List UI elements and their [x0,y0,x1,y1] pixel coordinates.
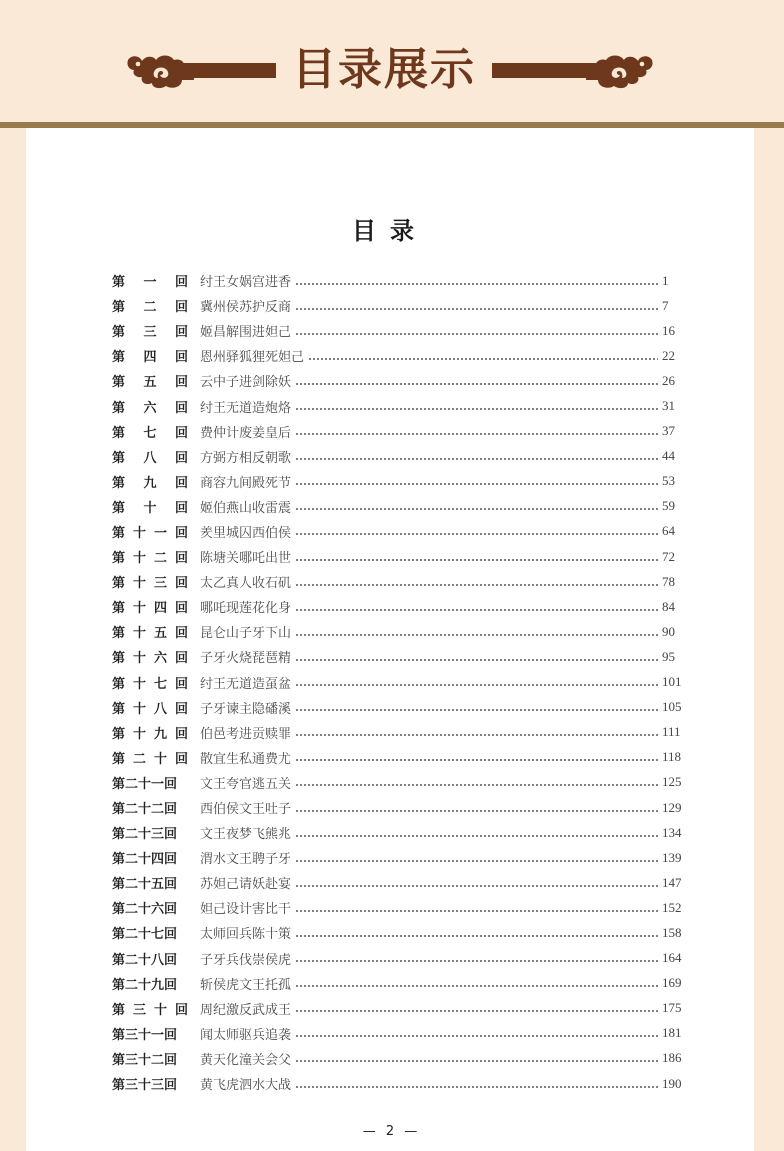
chapter-page-number: 1 [662,272,669,288]
toc-entry [112,770,692,795]
chapter-page-number: 181 [662,1025,682,1041]
toc-entry [112,343,692,368]
chapter-title: 陈塘关哪吒出世 [200,551,292,567]
toc-heading: 目录 [352,216,428,245]
dot-leader [295,810,658,812]
toc-entry [112,845,692,870]
toc-entry [112,519,692,544]
document-page [26,128,754,1151]
chapter-title: 文王夸官逃五关 [200,776,292,792]
toc-entry [112,419,692,444]
chapter-number: 第 二 十 回 [112,751,188,767]
chapter-number: 第二十四回 [112,852,178,868]
toc-entry [112,469,692,494]
auspicious-cloud-icon [586,50,656,90]
chapter-page-number: 129 [662,799,682,815]
toc-entry [112,920,692,945]
chapter-number: 第 二 回 [112,300,188,316]
toc-entry [112,795,692,820]
chapter-page-number: 190 [662,1075,682,1091]
chapter-title: 恩州驿狐狸死妲己 [200,350,305,366]
dot-leader [295,408,658,410]
chapter-number: 第 五 回 [112,375,188,391]
banner-bar-left [180,63,276,78]
dot-leader [295,659,658,661]
chapter-page-number: 152 [662,899,682,915]
dot-leader [295,985,658,987]
toc-entry [112,293,692,318]
dot-leader [295,835,658,837]
chapter-number: 第二十五回 [112,877,178,893]
chapter-page-number: 7 [662,297,669,313]
chapter-title: 渭水文王聘子牙 [200,852,292,868]
banner-title: 目录展示 [292,44,476,95]
toc-entry [112,393,692,418]
dot-leader [295,1010,658,1012]
chapter-page-number: 78 [662,573,675,589]
toc-entry [112,745,692,770]
chapter-page-number: 158 [662,924,682,940]
toc-entry [112,644,692,669]
chapter-title: 太师回兵陈十策 [200,927,292,943]
chapter-number: 第二十六回 [112,902,178,918]
dot-leader [295,885,658,887]
dot-leader [295,1035,658,1037]
chapter-number: 第 十 三 回 [112,576,188,592]
chapter-title: 纣王无道造炮烙 [200,400,292,416]
chapter-number: 第三十二回 [112,1052,178,1068]
chapter-page-number: 72 [662,548,675,564]
dot-leader [295,283,658,285]
dot-leader [295,634,658,636]
chapter-page-number: 169 [662,975,682,991]
dot-leader [295,433,658,435]
chapter-number: 第 四 回 [112,350,188,366]
chapter-title: 哪吒现莲花化身 [200,601,292,617]
chapter-number: 第 十 二 回 [112,551,188,567]
chapter-title: 苏妲己请妖赴宴 [200,877,292,893]
chapter-page-number: 64 [662,523,675,539]
chapter-title: 散宜生私通费尤 [200,751,292,767]
toc-entry [112,870,692,895]
chapter-number: 第 十 五 回 [112,626,188,642]
chapter-page-number: 59 [662,498,675,514]
chapter-title: 子牙兵伐崇侯虎 [200,952,292,968]
chapter-number: 第二十一回 [112,776,178,792]
chapter-title: 姬伯燕山收雷震 [200,500,292,516]
dot-leader [295,609,658,611]
chapter-number: 第 九 回 [112,475,188,491]
chapter-number: 第三十一回 [112,1027,178,1043]
chapter-number: 第 三 十 回 [112,1002,188,1018]
dot-leader [295,1086,658,1088]
dot-leader [295,734,658,736]
toc-list [112,268,692,1096]
chapter-page-number: 53 [662,473,675,489]
dot-leader [295,559,658,561]
toc-entry [112,695,692,720]
chapter-number: 第 六 回 [112,400,188,416]
chapter-title: 子牙谏主隐磻溪 [200,701,292,717]
chapter-page-number: 84 [662,598,675,614]
dot-leader [295,308,658,310]
chapter-number: 第 十 回 [112,500,188,516]
chapter-title: 费仲计废姜皇后 [200,425,292,441]
dot-leader [295,960,658,962]
toc-entry [112,820,692,845]
dot-leader [295,784,658,786]
toc-entry [112,670,692,695]
chapter-title: 子牙火烧琵琶精 [200,651,292,667]
toc-entry [112,619,692,644]
toc-entry [112,594,692,619]
chapter-page-number: 101 [662,674,682,690]
chapter-number: 第二十八回 [112,952,178,968]
dot-leader [295,759,658,761]
chapter-title: 云中子进剑除妖 [200,375,292,391]
chapter-page-number: 139 [662,849,682,865]
dot-leader [295,383,658,385]
toc-entry [112,895,692,920]
chapter-page-number: 105 [662,699,682,715]
toc-entry [112,971,692,996]
chapter-number: 第 十 一 回 [112,525,188,541]
chapter-title: 西伯侯文王吐子 [200,802,292,818]
chapter-number: 第二十二回 [112,802,178,818]
chapter-page-number: 31 [662,398,675,414]
toc-entry [112,444,692,469]
dot-leader [295,709,658,711]
toc-entry [112,544,692,569]
banner [0,0,784,122]
chapter-page-number: 26 [662,372,675,388]
chapter-page-number: 90 [662,623,675,639]
toc-entry [112,368,692,393]
toc-entry [112,1046,692,1071]
dot-leader [295,458,658,460]
dot-leader [308,358,658,360]
chapter-title: 伯邑考进贡赎罪 [200,726,292,742]
chapter-page-number: 111 [662,724,681,740]
chapter-title: 黄天化潼关会父 [200,1052,292,1068]
chapter-page-number: 164 [662,950,682,966]
chapter-page-number: 134 [662,824,682,840]
dot-leader [295,584,658,586]
chapter-number: 第 十 六 回 [112,651,188,667]
toc-entry [112,996,692,1021]
chapter-page-number: 95 [662,648,675,664]
dot-leader [295,1060,658,1062]
chapter-page-number: 22 [662,347,675,363]
chapter-number: 第 一 回 [112,275,188,291]
chapter-number: 第 八 回 [112,450,188,466]
chapter-number: 第 七 回 [112,425,188,441]
chapter-number: 第二十九回 [112,977,178,993]
chapter-number: 第二十七回 [112,927,178,943]
chapter-page-number: 186 [662,1050,682,1066]
chapter-title: 纣王女娲宫进香 [200,275,292,291]
dot-leader [295,333,658,335]
dot-leader [295,508,658,510]
chapter-number: 第 十 九 回 [112,726,188,742]
toc-entry [112,494,692,519]
chapter-title: 周纪激反武成王 [200,1002,292,1018]
chapter-title: 商容九间殿死节 [200,475,292,491]
toc-entry [112,720,692,745]
toc-entry [112,946,692,971]
chapter-title: 冀州侯苏护反商 [200,300,292,316]
chapter-page-number: 118 [662,749,682,765]
chapter-number: 第 十 七 回 [112,676,188,692]
toc-entry [112,1071,692,1096]
chapter-title: 太乙真人收石矶 [200,576,292,592]
dot-leader [295,910,658,912]
dot-leader [295,684,658,686]
dot-leader [295,533,658,535]
toc-entry [112,318,692,343]
chapter-number: 第 十 四 回 [112,601,188,617]
chapter-page-number: 147 [662,874,682,890]
chapter-number: 第 三 回 [112,325,188,341]
chapter-title: 姬昌解围进妲己 [200,325,292,341]
dot-leader [295,483,658,485]
chapter-title: 斩侯虎文王托孤 [200,977,292,993]
chapter-number: 第 十 八 回 [112,701,188,717]
dot-leader [295,860,658,862]
toc-entry [112,1021,692,1046]
chapter-number: 第二十三回 [112,827,178,843]
chapter-page-number: 16 [662,322,675,338]
page-number: — 2 — [362,1124,418,1139]
chapter-page-number: 37 [662,423,675,439]
chapter-title: 闻太师驱兵追袭 [200,1027,292,1043]
chapter-title: 黄飞虎泗水大战 [200,1078,292,1094]
chapter-title: 文王夜梦飞熊兆 [200,827,292,843]
chapter-title: 羑里城囚西伯侯 [200,525,292,541]
chapter-page-number: 125 [662,774,682,790]
chapter-page-number: 175 [662,1000,682,1016]
toc-entry [112,569,692,594]
chapter-page-number: 44 [662,448,675,464]
chapter-title: 纣王无道造虿盆 [200,676,292,692]
toc-entry [112,268,692,293]
dot-leader [295,935,658,937]
chapter-title: 方弼方相反朝歌 [200,450,292,466]
chapter-title: 妲己设计害比干 [200,902,292,918]
chapter-title: 昆仑山子牙下山 [200,626,292,642]
chapter-number: 第三十三回 [112,1078,178,1094]
